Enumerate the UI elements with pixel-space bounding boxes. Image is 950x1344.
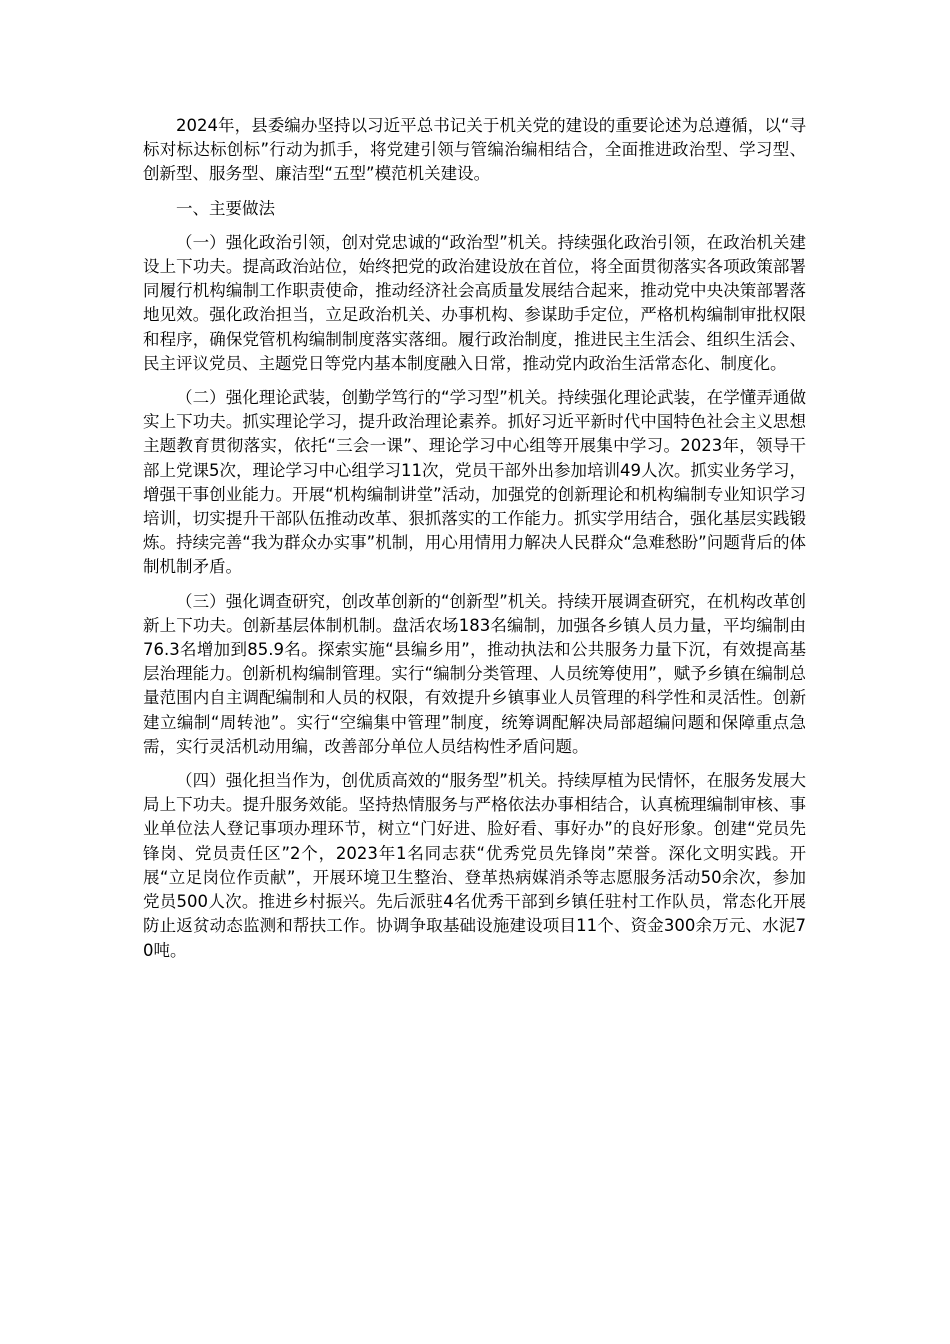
document-body [143, 114, 806, 973]
paragraph-learning: （二）强化理论武装，创勤学笃行的“学习型”机关。持续强化理论武装，在学懂弄通做实上下功夫。抓实理论学习，提升政治理论素养。抓好习近平新时代中国特色社会主义思想主题教育贯彻落实，依托“三会一课”、理论学习中心组等开展集中学习。2023年，领导干部上党课5次，理论学习中心组学习11次，党员干部外出参加培训49人次。抓实业务学习，增强干事创业能力。开展“机构编制讲堂”活动，加强党的创新理论和机构编制专业知识学习培训，切实提升干部队伍推动改革、狠抓落实的工作能力。抓实学用结合，强化基层实践锻炼。持续完善“我为群众办实事”机制，用心用情用力解决人民群众“急难愁盼”问题背后的体制机制矛盾。 [143, 388, 806, 577]
section-heading: 一、主要做法 [176, 198, 275, 218]
paragraph-political: （一）强化政治引领，创对党忠诚的“政治型”机关。持续强化政治引领，在政治机关建设上下功夫。提高政治站位，始终把党的政治建设放在首位，将全面贯彻落实各项政策部署同履行机构编制工作职责使命，推动经济社会高质量发展结合起来，推动党中央决策部署落地见效。强化政治担当，立足政治机关、办事机构、参谋助手定位，严格机构编制审批权限和程序，确保党管机构编制制度落实落细。履行政治制度，推进民主生活会、组织生活会、民主评议党员、主题党日等党内基本制度融入日常，推动党内政治生活常态化、制度化。 [143, 232, 806, 373]
paragraph-innovation: （三）强化调查研究，创改革创新的“创新型”机关。持续开展调查研究，在机构改革创新上下功夫。创新基层体制机制。盘活农场183名编制，加强各乡镇人员力量，平均编制由76.3名增加到85.9名。探索实施“县编乡用”，推动执法和公共服务力量下沉，有效提高基层治理能力。创新机构编制管理。实行“编制分类管理、人员统筹使用”，赋予乡镇在编制总量范围内自主调配编制和人员的权限，有效提升乡镇事业人员管理的科学性和灵活性。创新建立编制“周转池”。实行“空编集中管理”制度，统筹调配解决局部超编问题和保障重点急需，实行灵活机动用编，改善部分单位人员结构性矛盾问题。 [143, 591, 806, 756]
intro-paragraph: 2024年，县委编办坚持以习近平总书记关于机关党的建设的重要论述为总遵循，以“寻标对标达标创标”行动为抓手，将党建引领与管编治编相结合，全面推进政治型、学习型、创新型、服务型、廉洁型“五型”模范机关建设。 [143, 116, 806, 184]
paragraph-service: （四）强化担当作为，创优质高效的“服务型”机关。持续厚植为民情怀，在服务发展大局上下功夫。提升服务效能。坚持热情服务与严格依法办事相结合，认真梳理编制审核、事业单位法人登记事项办理环节，树立“门好进、脸好看、事好办”的良好形象。创建“党员先锋岗、党员责任区”2个，2023年1名同志获“优秀党员先锋岗”荣誉。深化文明实践。开展“立足岗位作贡献”，开展环境卫生整治、登革热病媒消杀等志愿服务活动50余次，参加党员500人次。推进乡村振兴。先后派驻4名优秀干部到乡镇任驻村工作队员，常态化开展防止返贫动态监测和帮扶工作。协调争取基础设施建设项目11个、资金300余万元、水泥70吨。 [143, 771, 806, 960]
